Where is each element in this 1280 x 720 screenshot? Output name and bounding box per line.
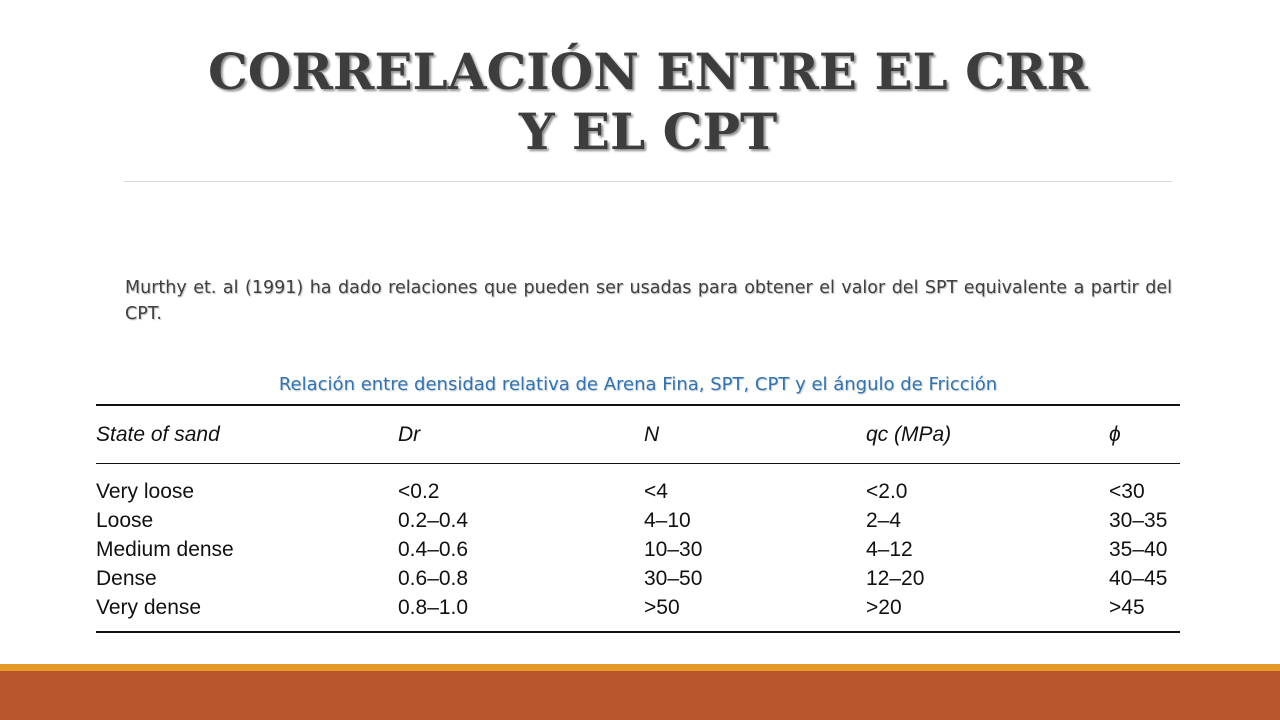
footer-accent-stripe bbox=[0, 664, 1280, 671]
table-bottom-rule bbox=[96, 631, 1180, 633]
sand-state-table bbox=[96, 404, 1180, 633]
table-row bbox=[96, 535, 1180, 564]
cell-state: Very loose bbox=[96, 480, 195, 503]
header-state-of-sand: State of sand bbox=[96, 423, 220, 446]
cell-dr: 0.4–0.6 bbox=[398, 538, 469, 561]
cell-state: Loose bbox=[96, 509, 154, 532]
header-phi: ϕ bbox=[1109, 423, 1121, 446]
cell-state: Medium dense bbox=[96, 538, 234, 561]
cell-qc: 4–12 bbox=[866, 538, 913, 561]
header-dr: Dr bbox=[398, 423, 421, 446]
cell-qc: >20 bbox=[866, 596, 902, 619]
cell-dr: 0.6–0.8 bbox=[398, 567, 469, 590]
cell-dr: 0.2–0.4 bbox=[398, 509, 469, 532]
header-n: N bbox=[644, 423, 660, 446]
title-divider bbox=[124, 181, 1172, 182]
cell-phi: 30–35 bbox=[1109, 509, 1168, 532]
table-row bbox=[96, 477, 1180, 506]
slide-title bbox=[120, 42, 1176, 162]
cell-state: Very dense bbox=[96, 596, 202, 619]
intro-paragraph: Murthy et. al (1991) ha dado relaciones que pueden ser usadas para obtener el valor del SPT equivalente a partir del CPT. bbox=[125, 278, 1172, 324]
cell-dr: 0.8–1.0 bbox=[398, 596, 469, 619]
cell-qc: 12–20 bbox=[866, 567, 925, 590]
slide-title-line-1: CORRELACIÓN ENTRE EL CRR bbox=[207, 42, 1089, 101]
table-row bbox=[96, 564, 1180, 593]
cell-n: 30–50 bbox=[644, 567, 703, 590]
cell-phi: 35–40 bbox=[1109, 538, 1168, 561]
cell-n: 10–30 bbox=[644, 538, 703, 561]
cell-phi: 40–45 bbox=[1109, 567, 1168, 590]
cell-n: >50 bbox=[644, 596, 680, 619]
footer-bar bbox=[0, 671, 1280, 720]
cell-phi: <30 bbox=[1109, 480, 1145, 503]
cell-state: Dense bbox=[96, 567, 157, 590]
cell-n: <4 bbox=[644, 480, 668, 503]
cell-phi: >45 bbox=[1109, 596, 1145, 619]
header-qc: qc (MPa) bbox=[866, 423, 952, 446]
cell-n: 4–10 bbox=[644, 509, 691, 532]
cell-qc: <2.0 bbox=[866, 480, 908, 503]
cell-qc: 2–4 bbox=[866, 509, 902, 532]
slide-title-line-2: Y EL CPT bbox=[518, 102, 778, 161]
cell-dr: <0.2 bbox=[398, 480, 440, 503]
table-header-row bbox=[96, 406, 1180, 463]
table-row bbox=[96, 506, 1180, 535]
table-caption: Relación entre densidad relativa de Arena Fina, SPT, CPT y el ángulo de Fricción bbox=[278, 374, 998, 395]
table-row bbox=[96, 593, 1180, 622]
